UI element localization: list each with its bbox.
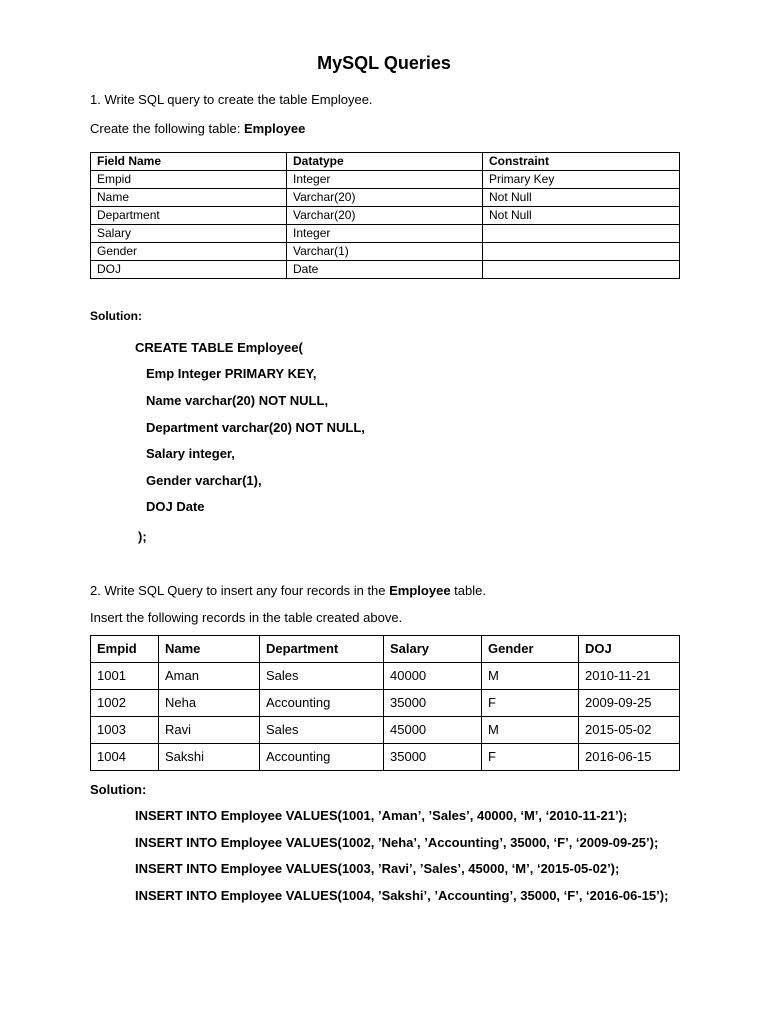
table-header-row [91, 636, 680, 663]
table-cell [483, 261, 680, 279]
page-title: MySQL Queries [317, 53, 451, 73]
code-line: CREATE TABLE Employee( [135, 340, 303, 355]
code-line: INSERT INTO Employee VALUES(1002, ’Neha’, ’Accounting’, 35000, ‘F’, ‘2009-09-25’); [135, 835, 659, 850]
header-cell: Salary [384, 636, 482, 663]
table-cell: Primary Key [483, 171, 680, 189]
q2-heading [90, 583, 486, 598]
table-cell: 2015-05-02 [579, 717, 680, 744]
table-cell [483, 225, 680, 243]
table-header-row [91, 153, 680, 171]
table-cell: Integer [287, 225, 483, 243]
table-cell: Ravi [159, 717, 260, 744]
q2-heading-suffix: table. [450, 583, 486, 598]
code-line: Emp Integer PRIMARY KEY, [146, 366, 317, 381]
table-row [91, 171, 680, 189]
table-row [91, 717, 680, 744]
table-row [91, 225, 680, 243]
table-cell: Empid [91, 171, 287, 189]
table-row [91, 243, 680, 261]
q1-heading: 1. Write SQL query to create the table Employee. [90, 92, 373, 107]
table-cell: Varchar(1) [287, 243, 483, 261]
table-cell [483, 243, 680, 261]
q2-heading-text: 2. Write SQL Query to insert any four records in the [90, 583, 390, 598]
code-line: INSERT INTO Employee VALUES(1004, ’Sakshi’, ’Accounting’, 35000, ‘F’, ‘2016-06-15’); [135, 888, 669, 903]
table-cell: 2009-09-25 [579, 690, 680, 717]
table-cell: 40000 [384, 663, 482, 690]
table-cell: 2010-11-21 [579, 663, 680, 690]
table-row [91, 663, 680, 690]
table-cell: F [482, 690, 579, 717]
table-cell: Integer [287, 171, 483, 189]
table-cell: 1003 [91, 717, 159, 744]
table-cell: Sales [260, 663, 384, 690]
table-cell: Name [91, 189, 287, 207]
table-cell: 1002 [91, 690, 159, 717]
employee-records-table [90, 635, 680, 771]
q2-heading-table-name: Employee [389, 583, 451, 598]
header-cell: DOJ [579, 636, 680, 663]
table-row [91, 261, 680, 279]
table-cell: 1001 [91, 663, 159, 690]
code-line: ); [138, 529, 147, 544]
table-cell: Neha [159, 690, 260, 717]
code-line: Department varchar(20) NOT NULL, [146, 420, 365, 435]
table-cell: DOJ [91, 261, 287, 279]
q2-solution-label: Solution: [90, 782, 147, 797]
table-cell: 1004 [91, 744, 159, 771]
table-cell: Date [287, 261, 483, 279]
q1-solution-label: Solution: [90, 309, 142, 323]
table-cell: Varchar(20) [287, 207, 483, 225]
code-line: INSERT INTO Employee VALUES(1001, ’Aman’, ’Sales’, 40000, ‘M’, ‘2010-11-21’); [135, 808, 628, 823]
q2-intro: Insert the following records in the table created above. [90, 610, 403, 625]
q1-intro-text: Create the following table: [90, 121, 244, 136]
table-cell: Accounting [260, 744, 384, 771]
table-cell: Varchar(20) [287, 189, 483, 207]
header-cell: Department [260, 636, 384, 663]
header-cell: Gender [482, 636, 579, 663]
code-line: INSERT INTO Employee VALUES(1003, ’Ravi’, ’Sales’, 45000, ‘M’, ‘2015-05-02’); [135, 861, 620, 876]
table-cell: Sales [260, 717, 384, 744]
table-cell: Sakshi [159, 744, 260, 771]
header-cell: Empid [91, 636, 159, 663]
code-line: Gender varchar(1), [146, 473, 262, 488]
table-cell: F [482, 744, 579, 771]
table-cell: 35000 [384, 744, 482, 771]
table-cell: Not Null [483, 189, 680, 207]
table-cell: M [482, 717, 579, 744]
table-row [91, 189, 680, 207]
header-cell: Datatype [287, 153, 483, 171]
code-line: Name varchar(20) NOT NULL, [146, 393, 329, 408]
q1-intro [90, 121, 305, 136]
table-row [91, 744, 680, 771]
header-cell: Name [159, 636, 260, 663]
table-row [91, 690, 680, 717]
header-cell: Constraint [483, 153, 680, 171]
code-line: DOJ Date [146, 499, 205, 514]
table-cell: 45000 [384, 717, 482, 744]
field-definition-table [90, 152, 680, 279]
table-cell: Gender [91, 243, 287, 261]
table-row [91, 207, 680, 225]
table-cell: Not Null [483, 207, 680, 225]
q1-intro-table-name: Employee [243, 121, 306, 136]
table-cell: 2016-06-15 [579, 744, 680, 771]
table-cell: Department [91, 207, 287, 225]
header-cell: Field Name [91, 153, 287, 171]
table-cell: 35000 [384, 690, 482, 717]
table-cell: Aman [159, 663, 260, 690]
table-cell: M [482, 663, 579, 690]
table-cell: Accounting [260, 690, 384, 717]
code-line: Salary integer, [146, 446, 235, 461]
table-cell: Salary [91, 225, 287, 243]
